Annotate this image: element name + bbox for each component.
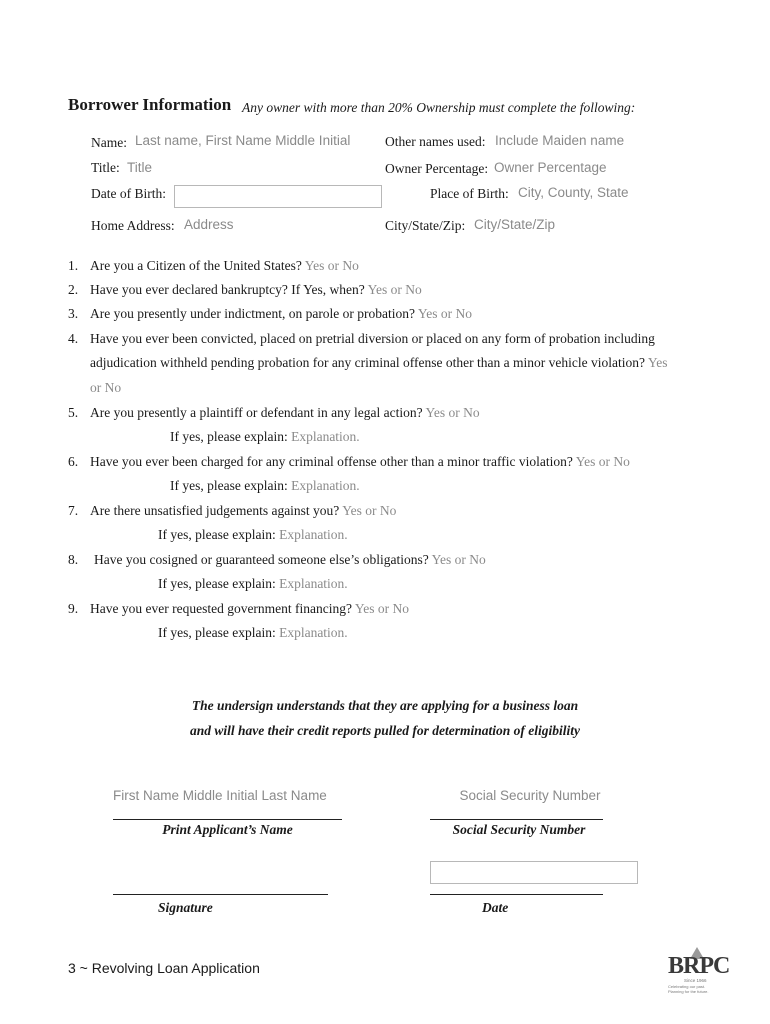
question-5: 5. Are you presently a plaintiff or defendant in any legal action? Yes or No [68,405,480,420]
pob-input[interactable]: City, County, State [518,185,629,200]
other-names-input[interactable]: Include Maiden name [495,133,625,148]
home-address-input[interactable]: Address [184,217,234,232]
explain-6: If yes, please explain: Explanation. [170,478,360,493]
section-subtitle: Any owner with more than 20% Ownership must complete the following: [242,100,636,115]
city-state-zip-label: City/State/Zip: [385,218,466,233]
title-input[interactable]: Title [127,160,153,175]
statement-line-2: and will have their credit reports pulled for determination of eligibility [190,723,580,738]
explanation-8[interactable]: Explanation. [279,576,348,591]
explain-7: If yes, please explain: Explanation. [158,527,348,542]
title-label: Title: [91,160,120,175]
ssn-input[interactable]: Social Security Number [459,788,601,803]
signature-line[interactable] [113,894,328,895]
name-label: Name: [91,135,127,150]
other-names-label: Other names used: [385,134,486,149]
applicant-name-input[interactable]: First Name Middle Initial Last Name [113,788,327,803]
ssn-label: Social Security Number [452,822,586,837]
question-8: 8. Have you cosigned or guaranteed someone else’s obligations? Yes or No [68,552,486,567]
ssn-line [430,819,603,820]
answer-9[interactable]: Yes or No [354,601,410,616]
applicant-name-line [113,819,342,820]
date-input[interactable] [430,861,638,884]
answer-4-continued[interactable]: or No [90,380,122,395]
logo-since: Since 1966 [684,978,707,983]
answer-1[interactable]: Yes or No [304,258,359,273]
logo-tagline-1: Celebrating our past. [668,984,706,989]
question-3: 3. Are you presently under indictment, on parole or probation? Yes or No [68,306,473,321]
answer-7[interactable]: Yes or No [342,503,397,518]
question-4: 4. Have you ever been convicted, placed on pretrial diversion or placed on any form of probation including [68,331,655,346]
answer-4[interactable]: Yes [647,355,668,370]
date-label: Date [482,900,509,915]
question-2: 2. Have you ever declared bankruptcy? If Yes, when? Yes or No [68,282,422,297]
explanation-9[interactable]: Explanation. [279,625,348,640]
answer-6[interactable]: Yes or No [575,454,630,469]
print-applicant-name-label: Print Applicant’s Name [162,822,293,837]
logo-tagline-2: Planning for the future. [668,989,709,994]
owner-percentage-label: Owner Percentage: [385,161,489,176]
city-state-zip-input[interactable]: City/State/Zip [474,217,556,232]
page-footer-label: 3 ~ Revolving Loan Application [68,960,260,976]
pob-label: Place of Birth: [430,186,509,201]
explanation-5[interactable]: Explanation. [291,429,360,444]
signature-label: Signature [158,900,213,915]
question-4-continued: adjudication withheld pending probation for any criminal offense other than a minor vehicle violation? Yes [90,355,668,370]
explanation-6[interactable]: Explanation. [291,478,360,493]
question-1: 1. Are you a Citizen of the United States? Yes or No [68,258,359,273]
answer-3[interactable]: Yes or No [417,306,473,321]
explain-8: If yes, please explain: Explanation. [158,576,348,591]
explanation-7[interactable]: Explanation. [279,527,348,542]
explain-5: If yes, please explain: Explanation. [170,429,360,444]
answer-8[interactable]: Yes or No [431,552,486,567]
dob-input[interactable] [174,185,382,208]
explain-9: If yes, please explain: Explanation. [158,625,348,640]
owner-percentage-input[interactable]: Owner Percentage [494,160,607,175]
question-6: 6. Have you ever been charged for any criminal offense other than a minor traffic violation? Yes or No [68,454,630,469]
home-address-label: Home Address: [91,218,175,233]
answer-2[interactable]: Yes or No [367,282,422,297]
dob-label: Date of Birth: [91,186,166,201]
name-input[interactable]: Last name, First Name Middle Initial [135,133,351,148]
statement-line-1: The undersign understands that they are applying for a business loan [191,698,579,713]
question-9: 9. Have you ever requested government financing? Yes or No [68,601,410,616]
question-7: 7. Are there unsatisfied judgements against you? Yes or No [68,503,397,518]
section-title: Borrower Information [68,95,232,114]
logo-text: BRPC [668,953,730,979]
brpc-logo [664,945,734,997]
answer-5[interactable]: Yes or No [425,405,480,420]
date-line [430,894,603,895]
